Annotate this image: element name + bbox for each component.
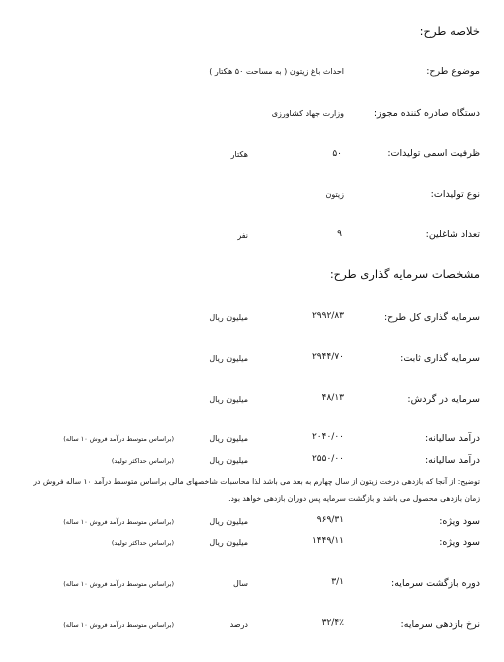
net-profit-max-label: سود ویژه:	[439, 537, 480, 548]
net-profit-max-unit: میلیون ریال	[209, 538, 248, 547]
subject-label: موضوع طرح:	[426, 66, 480, 77]
fixed-investment-label: سرمایه گذاری ثابت:	[400, 353, 480, 364]
annual-income-avg-note: (براساس متوسط درآمد فروش ۱۰ ساله)	[63, 435, 174, 443]
payback-period-note: (براساس متوسط درآمد فروش ۱۰ ساله)	[63, 580, 174, 588]
return-rate-label: نرخ بازدهی سرمایه:	[400, 619, 480, 630]
explanation-paragraph: توضیح: از آنجا که بازدهی درخت زیتون از سال چهارم به بعد می باشد لذا محاسبات شاخصهای مالی براساس متوسط درآمد ۱۰ ساله فروش در زمان بازدهی محصول می باشد و بازگشت سرمایه پس دوران بازدهی خواهد بود.	[33, 477, 480, 503]
employees-label: تعداد شاغلین:	[425, 229, 480, 240]
payback-period-unit: سال	[233, 579, 248, 588]
subject-value: احداث باغ زیتون ( به مساحت ۵۰ هکتار )	[209, 67, 344, 76]
annual-income-avg-value: ۲۰۴۰/۰۰	[311, 432, 344, 442]
authority-value: وزارت جهاد کشاورزی	[271, 109, 344, 118]
annual-income-max-unit: میلیون ریال	[209, 456, 248, 465]
net-profit-avg-label: سود ویژه:	[439, 516, 480, 527]
annual-income-max-label: درآمد سالیانه:	[424, 455, 480, 466]
working-capital-label: سرمایه در گردش:	[407, 394, 480, 405]
net-profit-avg-unit: میلیون ریال	[209, 517, 248, 526]
total-investment-value: ۲۹۹۲/۸۳	[311, 311, 344, 321]
annual-income-max-value: ۲۵۵۰/۰۰	[311, 454, 344, 464]
product-label: نوع تولیدات:	[430, 189, 480, 200]
total-investment-label: سرمایه گذاری کل طرح:	[383, 312, 480, 323]
employees-unit: نفر	[237, 231, 248, 240]
net-profit-avg-value: ۹۶۹/۳۱	[316, 515, 344, 525]
return-rate-value: ۳۲/۴٪	[321, 618, 344, 628]
capacity-label: ظرفیت اسمی تولیدات:	[387, 148, 480, 159]
total-investment-unit: میلیون ریال	[209, 313, 248, 322]
payback-period-value: ۳/۱	[331, 577, 344, 587]
working-capital-unit: میلیون ریال	[209, 395, 248, 404]
capacity-unit: هکتار	[230, 150, 248, 159]
working-capital-value: ۴۸/۱۳	[321, 393, 344, 403]
product-value: زیتون	[325, 190, 344, 199]
employees-value: ۹	[337, 229, 342, 239]
payback-period-label: دوره بازگشت سرمایه:	[391, 578, 480, 589]
annual-income-avg-label: درآمد سالیانه:	[424, 433, 480, 444]
summary-heading: خلاصه طرح:	[419, 24, 480, 38]
net-profit-avg-note: (براساس متوسط درآمد فروش ۱۰ ساله)	[63, 518, 174, 526]
net-profit-max-note: (براساس حداکثر تولید)	[111, 539, 174, 547]
fixed-investment-unit: میلیون ریال	[209, 354, 248, 363]
investment-heading: مشخصات سرمایه گذاری طرح:	[329, 267, 480, 281]
authority-label: دستگاه صادره کننده مجوز:	[373, 108, 480, 119]
fixed-investment-value: ۲۹۴۴/۷۰	[311, 352, 344, 362]
return-rate-unit: درصد	[229, 620, 248, 629]
annual-income-max-note: (براساس حداکثر تولید)	[111, 457, 174, 465]
return-rate-note: (براساس متوسط درآمد فروش ۱۰ ساله)	[63, 621, 174, 629]
capacity-value: ۵۰	[332, 149, 342, 159]
annual-income-avg-unit: میلیون ریال	[209, 434, 248, 443]
net-profit-max-value: ۱۴۴۹/۱۱	[311, 536, 344, 546]
